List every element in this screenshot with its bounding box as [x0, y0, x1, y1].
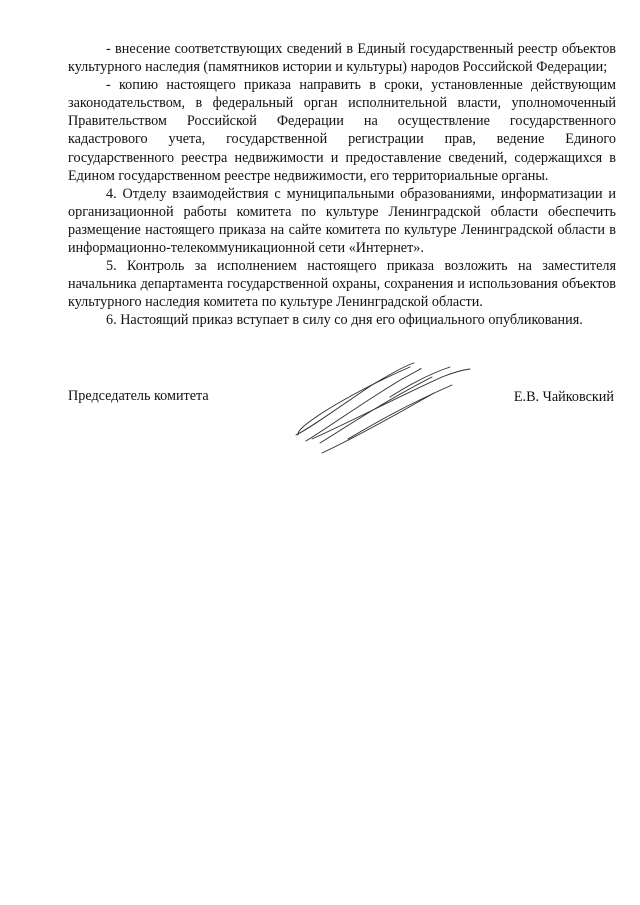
document-body	[68, 40, 616, 330]
paragraph-registry-entry: - внесение соответствующих сведений в Единый государственный реестр объектов культурного наследия (памятников истории и культуры) народов Российской Федерации;	[68, 41, 616, 76]
paragraph-item-5-control: 5. Контроль за исполнением настоящего приказа возложить на заместителя начальника департамента государственной охраны, сохранения и использования объектов культурного наследия комитета по культуре Ленинградской области.	[68, 258, 616, 311]
handwritten-signature	[292, 355, 482, 455]
signature-block	[68, 387, 616, 457]
signatory-position: Председатель комитета	[68, 388, 209, 404]
paragraph-item-4-publication: 4. Отделу взаимодействия с муниципальными образованиями, информатизации и организационной работы комитета по культуре Ленинградской области обеспечить размещение настоящего приказа на сайте комитета по культуре Ленинградской области в информационно-телекоммуникационной сети «Интернет».	[68, 185, 616, 257]
paragraph-copy-distribution: - копию настоящего приказа направить в сроки, установленные действующим законодательством, в федеральный орган исполнительной власти, уполномоченный Правительством Российской Федерации на осуществление государственного кадастрового учета, государственной регистрации прав, ведение Единого государственного реестра недвижимости и предоставление сведений, содержащихся в Едином государственном реестре недвижимости, его территориальные органы.	[68, 77, 616, 184]
signatory-name: Е.В. Чайковский	[513, 389, 614, 405]
paragraph-item-6-effective: 6. Настоящий приказ вступает в силу со дня его официального опубликования.	[106, 312, 583, 329]
